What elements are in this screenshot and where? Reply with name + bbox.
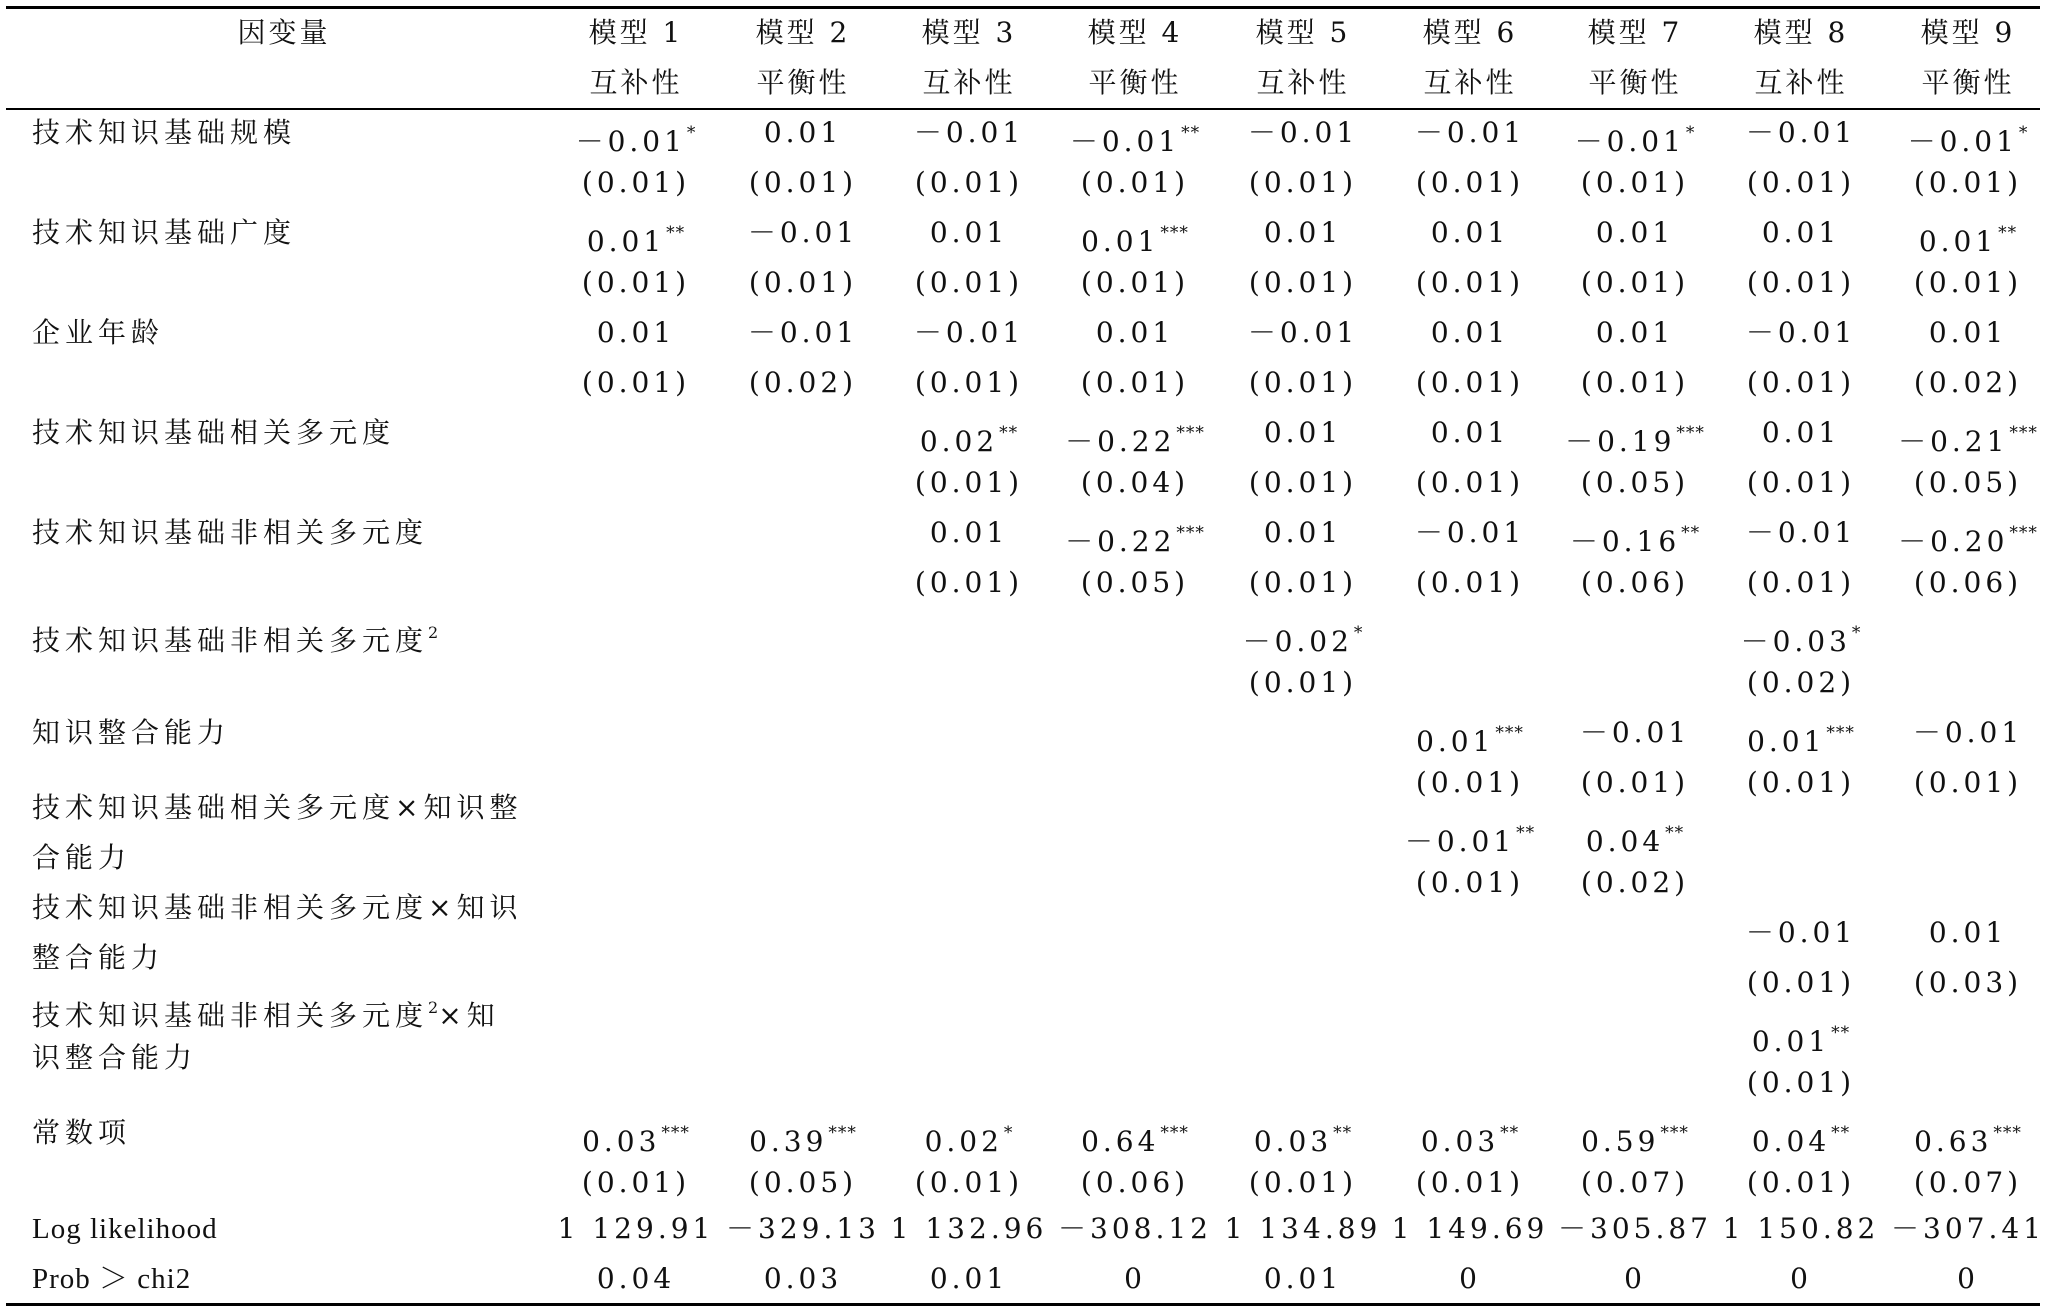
standard-error-cell: (0.01) [1248,1166,1358,1199]
model-type-header: 互补性 [922,66,1016,99]
coefficient-cell [1264,516,1342,550]
coefficient-cell [1081,216,1189,259]
table-header-rule [6,108,2040,110]
coefficient-cell [1752,1016,1850,1059]
model-name-header: 模型 3 [921,16,1017,49]
row-label-text: 企业年龄 [32,316,165,349]
coefficient-cell [1913,716,2023,750]
standard-error-cell: (0.01) [1415,166,1525,199]
coefficient-cell [930,516,1008,550]
significance-stars: ** [1831,1023,1851,1043]
prob-chi2-value: 0 [1124,1262,1146,1295]
coefficient-value: －0.01 [913,116,1025,149]
coefficient-cell [1741,616,1862,659]
row-label-text: 知识整合能力 [32,716,231,749]
coefficient-value: 0.01 [1430,316,1510,349]
significance-stars: ** [666,223,686,243]
coefficient-cell [1070,116,1200,159]
model-name-header: 模型 4 [1087,16,1183,49]
coefficient-cell [1565,416,1705,459]
coefficient-value: 0.04 [1751,1125,1831,1158]
coefficient-cell [1065,516,1205,559]
model-type-header: 平衡性 [1588,66,1682,99]
coefficient-cell [1431,316,1509,350]
coefficient-value: 0.01 [763,116,843,149]
coefficient-value: 0.03 [1253,1125,1333,1158]
standard-error-cell: (0.01) [1746,1166,1856,1199]
regression-table [6,0,2045,1312]
log-likelihood-value: 1 132.96 [890,1212,1048,1245]
significance-stars: ** [1181,123,1201,143]
standard-error-cell: (0.02) [1913,366,2023,399]
standard-error-cell: (0.01) [1913,166,2023,199]
standard-error-cell: (0.01) [914,1166,1024,1199]
significance-stars: *** [1176,423,1205,443]
coefficient-cell [749,1116,857,1159]
row-label-text: 技术知识基础非相关多元度 [32,624,429,657]
coefficient-cell [1415,516,1525,550]
standard-error-cell: (0.01) [1415,366,1525,399]
standard-error-cell: (0.05) [748,1166,858,1199]
standard-error-cell: (0.07) [1913,1166,2023,1199]
standard-error-cell: (0.01) [581,266,691,299]
significance-stars: *** [2009,523,2038,543]
coefficient-value: 0.03 [582,1125,661,1158]
coefficient-value: 0.01 [586,225,666,258]
prob-chi2-value: 0.01 [929,1262,1009,1295]
coefficient-cell [1762,216,1840,250]
standard-error-cell: (0.01) [581,366,691,399]
coefficient-cell [587,216,685,259]
coefficient-cell [1746,116,1856,150]
coefficient-cell [1254,1116,1352,1159]
significance-stars: ** [1516,823,1536,843]
prob-chi2-label: Prob ＞ chi2 [32,1263,192,1295]
row-label [32,791,522,825]
coefficient-value: －0.20 [1898,525,2009,558]
coefficient-value: －0.01 [1414,116,1526,149]
significance-stars: * [1851,623,1862,643]
significance-stars: *** [1676,423,1705,443]
coefficient-cell [914,116,1024,150]
standard-error-cell: (0.06) [1913,566,2023,599]
coefficient-cell [1919,216,2017,259]
coefficient-cell [925,1116,1014,1159]
standard-error-cell: (0.01) [1746,1066,1856,1099]
log-likelihood-value: 1 150.82 [1722,1212,1880,1245]
row-label [32,116,296,150]
standard-error-cell: (0.01) [1746,166,1856,199]
coefficient-value: 0.01 [1595,316,1675,349]
standard-error-cell: (0.01) [914,266,1024,299]
table-top-rule [6,6,2040,9]
standard-error-cell: (0.01) [748,266,858,299]
coefficient-cell [582,1116,690,1159]
standard-error-cell: (0.01) [1415,266,1525,299]
log-likelihood-value: －308.12 [1058,1212,1212,1245]
significance-stars: ** [1998,223,2018,243]
coefficient-value: －0.01 [1574,125,1685,158]
significance-stars: *** [2009,423,2038,443]
coefficient-value: －0.01 [1069,125,1181,158]
row-label-text: 技术知识基础非相关多元度×知识 [32,891,523,924]
row-label-text: 整合能力 [32,941,165,974]
coefficient-value: －0.01 [1745,316,1857,349]
coefficient-cell [1596,316,1674,350]
coefficient-value: 0.39 [749,1125,828,1158]
coefficient-cell [930,216,1008,250]
coefficient-value: －0.01 [1247,316,1359,349]
coefficient-value: 0.01 [929,516,1009,549]
prob-chi2-value: 0 [1790,1262,1812,1295]
coefficient-cell [1096,316,1174,350]
table-bottom-rule [6,1303,2040,1306]
coefficient-cell [1248,116,1358,150]
standard-error-cell: (0.01) [914,166,1024,199]
standard-error-cell: (0.01) [1415,466,1525,499]
model-name-header: 模型 8 [1753,16,1849,49]
standard-error-cell: (0.01) [1415,566,1525,599]
coefficient-value: 0.01 [1430,416,1510,449]
standard-error-cell: (0.01) [1080,166,1190,199]
coefficient-cell [1580,716,1690,750]
coefficient-cell [1752,1116,1850,1159]
significance-stars: * [1003,1123,1014,1143]
coefficient-cell [1415,116,1525,150]
coefficient-value: 0.01 [929,216,1009,249]
model-type-header: 互补性 [1423,66,1517,99]
significance-stars: *** [661,1123,690,1143]
coefficient-value: 0.04 [1585,825,1665,858]
standard-error-cell: (0.02) [1580,866,1690,899]
coefficient-value: －0.01 [1579,716,1691,749]
standard-error-cell: (0.01) [1913,766,2023,799]
coefficient-value: －0.01 [1745,516,1857,549]
coefficient-cell [1596,216,1674,250]
coefficient-cell [764,116,842,150]
coefficient-cell [1746,316,1856,350]
standard-error-cell: (0.01) [1580,366,1690,399]
row-label-text: 识整合能力 [32,1041,198,1074]
standard-error-cell: (0.01) [1248,166,1358,199]
coefficient-value: 0.01 [1747,725,1826,758]
significance-stars: ** [1665,823,1685,843]
standard-error-cell: (0.01) [914,466,1024,499]
coefficient-cell [1431,216,1509,250]
model-type-header: 互补性 [1256,66,1350,99]
significance-stars: ** [1831,1123,1851,1143]
coefficient-value: －0.19 [1565,425,1676,458]
model-name-header: 模型 5 [1255,16,1351,49]
standard-error-cell: (0.01) [748,166,858,199]
row-label-text: 常数项 [32,1116,132,1149]
row-label-superscript: 2 [428,623,439,642]
significance-stars: ** [999,423,1019,443]
coefficient-value: －0.01 [1745,916,1857,949]
coefficient-value: 0.64 [1081,1125,1160,1158]
significance-stars: ** [1333,1123,1353,1143]
model-name-header: 模型 7 [1587,16,1683,49]
coefficient-cell [1747,716,1855,759]
coefficient-value: －0.01 [1247,116,1359,149]
coefficient-cell [1570,516,1700,559]
row-label [32,841,131,875]
log-likelihood-value: －329.13 [726,1212,880,1245]
standard-error-cell: (0.01) [1080,366,1190,399]
standard-error-cell: (0.01) [1080,266,1190,299]
coefficient-cell [1929,916,2007,950]
significance-stars: ** [1681,523,1701,543]
model-type-header: 互补性 [1754,66,1848,99]
coefficient-value: －0.22 [1065,525,1176,558]
significance-stars: *** [828,1123,857,1143]
standard-error-cell: (0.01) [914,566,1024,599]
coefficient-cell [1243,616,1364,659]
significance-stars: *** [1176,523,1205,543]
model-type-header: 平衡性 [756,66,850,99]
row-label [32,1041,197,1075]
coefficient-value: －0.01 [747,316,859,349]
row-label-text: 合能力 [32,841,132,874]
significance-stars: * [686,123,697,143]
standard-error-cell: (0.01) [1415,766,1525,799]
row-label [32,1116,131,1150]
coefficient-cell [1908,116,2029,159]
prob-chi2-value: 0 [1624,1262,1646,1295]
coefficient-cell [1264,216,1342,250]
log-likelihood-value: －307.41 [1891,1212,2045,1245]
coefficient-value: 0.01 [596,316,676,349]
significance-stars: *** [1993,1123,2022,1143]
significance-stars: * [1353,623,1364,643]
coefficient-value: －0.01 [1404,825,1516,858]
coefficient-cell [1762,416,1840,450]
log-likelihood-label: Log likelihood [32,1213,218,1245]
standard-error-cell: (0.01) [1746,966,1856,999]
standard-error-cell: (0.01) [1746,366,1856,399]
coefficient-cell [1586,816,1684,859]
standard-error-cell: (0.01) [1248,266,1358,299]
coefficient-cell [1248,316,1358,350]
coefficient-cell [1898,516,2038,559]
coefficient-cell [1416,716,1524,759]
standard-error-cell: (0.06) [1580,566,1690,599]
coefficient-value: －0.02 [1242,625,1353,658]
standard-error-cell: (0.01) [1746,466,1856,499]
coefficient-cell [1264,416,1342,450]
row-label-text: 技术知识基础相关多元度 [32,416,396,449]
significance-stars: *** [1160,1123,1189,1143]
coefficient-cell [1065,416,1205,459]
dependent-variable-header: 因变量 [237,16,331,49]
coefficient-value: －0.01 [747,216,859,249]
log-likelihood-value: 1 134.89 [1224,1212,1382,1245]
coefficient-cell [1421,1116,1519,1159]
standard-error-cell: (0.05) [1913,466,2023,499]
standard-error-cell: (0.01) [1248,466,1358,499]
coefficient-value: －0.01 [913,316,1025,349]
coefficient-cell [1581,1116,1689,1159]
row-label-text: 技术知识基础非相关多元度 [32,516,429,549]
log-likelihood-value: －305.87 [1558,1212,1712,1245]
row-label-text: 技术知识基础广度 [32,216,297,249]
significance-stars: *** [1660,1123,1689,1143]
prob-chi2-value: 0.01 [1263,1262,1343,1295]
coefficient-cell [1914,1116,2022,1159]
standard-error-cell: (0.03) [1913,966,2023,999]
coefficient-cell [920,416,1018,459]
coefficient-cell [1575,116,1696,159]
coefficient-cell [1929,316,2007,350]
standard-error-cell: (0.01) [581,166,691,199]
coefficient-value: 0.03 [1420,1125,1500,1158]
standard-error-cell: (0.01) [1580,266,1690,299]
coefficient-value: 0.01 [1263,216,1343,249]
prob-chi2-value: 0.04 [596,1262,676,1295]
standard-error-cell: (0.02) [1746,666,1856,699]
coefficient-value: 0.01 [1430,216,1510,249]
coefficient-value: －0.16 [1569,525,1681,558]
coefficient-value: 0.01 [1095,316,1175,349]
model-name-header: 模型 6 [1422,16,1518,49]
coefficient-value: －0.01 [1414,516,1526,549]
significance-stars: * [2018,123,2029,143]
standard-error-cell: (0.02) [748,366,858,399]
standard-error-cell: (0.07) [1580,1166,1690,1199]
row-label [32,716,230,750]
row-label-text: 技术知识基础相关多元度×知识整 [32,791,523,824]
coefficient-value: 0.01 [1761,416,1841,449]
coefficient-value: －0.03 [1740,625,1851,658]
coefficient-cell [1405,816,1535,859]
standard-error-cell: (0.01) [1415,1166,1525,1199]
row-label [32,941,164,975]
coefficient-value: 0.01 [1081,225,1160,258]
coefficient-cell [1898,416,2038,459]
row-label [32,416,395,450]
model-name-header: 模型 9 [1920,16,2016,49]
standard-error-cell: (0.01) [1415,866,1525,899]
model-type-header: 平衡性 [1088,66,1182,99]
significance-stars: ** [1500,1123,1520,1143]
coefficient-value: 0.01 [1263,416,1343,449]
coefficient-value: －0.01 [1907,125,2018,158]
model-type-header: 平衡性 [1921,66,2015,99]
coefficient-value: 0.01 [1751,1025,1831,1058]
row-label-text: 技术知识基础非相关多元度 [32,999,429,1032]
standard-error-cell: (0.05) [1580,466,1690,499]
model-type-header: 互补性 [589,66,683,99]
coefficient-cell [748,216,858,250]
significance-stars: * [1685,123,1696,143]
coefficient-value: 0.01 [1416,725,1495,758]
row-label-superscript: 2 [428,998,439,1017]
row-label [32,616,438,658]
coefficient-cell [1081,1116,1189,1159]
prob-chi2-value: 0 [1459,1262,1481,1295]
standard-error-cell: (0.06) [1080,1166,1190,1199]
significance-stars: *** [1826,723,1855,743]
coefficient-value: 0.01 [1595,216,1675,249]
coefficient-value: 0.01 [1928,916,2008,949]
log-likelihood-value: 1 129.91 [557,1212,715,1245]
coefficient-cell [1431,416,1509,450]
prob-chi2-value: 0.03 [763,1262,843,1295]
significance-stars: *** [1495,723,1524,743]
coefficient-value: 0.63 [1914,1125,1993,1158]
coefficient-value: －0.21 [1898,425,2009,458]
standard-error-cell: (0.01) [1248,366,1358,399]
coefficient-cell [914,316,1024,350]
row-label-tail: ×知 [438,999,500,1032]
standard-error-cell: (0.01) [1746,566,1856,599]
coefficient-value: 0.01 [1928,316,2008,349]
standard-error-cell: (0.01) [1580,166,1690,199]
model-name-header: 模型 1 [588,16,684,49]
coefficient-value: －0.01 [1912,716,2024,749]
row-label [32,891,522,925]
standard-error-cell: (0.01) [1913,266,2023,299]
row-label [32,991,500,1033]
coefficient-cell [576,116,697,159]
coefficient-cell [748,316,858,350]
coefficient-value: 0.59 [1581,1125,1660,1158]
standard-error-cell: (0.01) [1248,566,1358,599]
standard-error-cell: (0.01) [914,366,1024,399]
model-name-header: 模型 2 [755,16,851,49]
standard-error-cell: (0.01) [1746,266,1856,299]
row-label [32,316,164,350]
coefficient-value: －0.01 [1745,116,1857,149]
coefficient-value: 0.02 [924,1125,1003,1158]
coefficient-cell [1746,916,1856,950]
coefficient-value: 0.01 [1263,516,1343,549]
row-label [32,216,296,250]
coefficient-value: 0.01 [1761,216,1841,249]
coefficient-value: 0.01 [1918,225,1998,258]
prob-chi2-value: 0 [1957,1262,1979,1295]
standard-error-cell: (0.01) [1580,766,1690,799]
log-likelihood-value: 1 149.69 [1391,1212,1549,1245]
coefficient-value: 0.02 [919,425,999,458]
standard-error-cell: (0.04) [1080,466,1190,499]
coefficient-value: －0.22 [1065,425,1176,458]
row-label [32,516,428,550]
standard-error-cell: (0.05) [1080,566,1190,599]
significance-stars: *** [1160,223,1189,243]
standard-error-cell: (0.01) [1248,666,1358,699]
coefficient-cell [1746,516,1856,550]
standard-error-cell: (0.01) [1746,766,1856,799]
standard-error-cell: (0.01) [581,1166,691,1199]
row-label-text: 技术知识基础规模 [32,116,297,149]
coefficient-cell [597,316,675,350]
coefficient-value: －0.01 [575,125,686,158]
